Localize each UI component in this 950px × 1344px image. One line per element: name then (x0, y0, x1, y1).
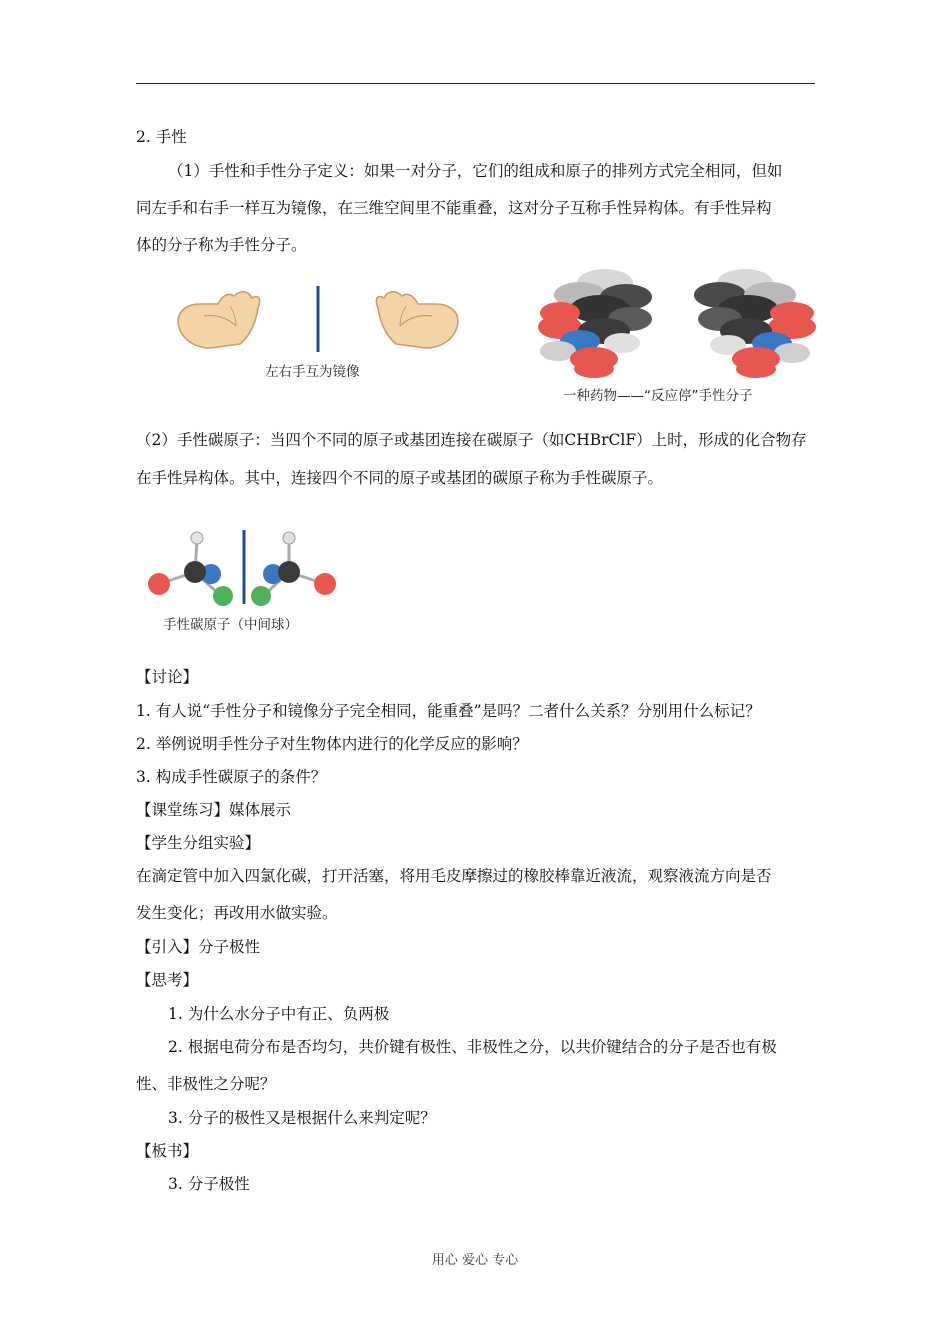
molecule-ball-stick-left (148, 532, 233, 606)
hands-caption: 左右手互为镜像 (265, 364, 360, 380)
discussion-title: 【讨论】 (136, 668, 199, 686)
definition-line-2: 同左手和右手一样互为镜像，在三维空间里不能重叠，这对分子互称手性异构体。有手性异构 (136, 199, 772, 217)
intro-line: 【引入】分子极性 (136, 938, 261, 956)
molecule-ball-stick-right (251, 532, 336, 606)
page-footer: 用心 爱心 专心 (431, 1253, 519, 1268)
practice-line: 【课堂练习】媒体展示 (136, 801, 292, 819)
experiment-line-2: 发生变化；再改用水做实验。 (136, 904, 338, 922)
carbon-caption: 手性碳原子（中间球） (163, 617, 298, 633)
board-title: 【板书】 (136, 1142, 199, 1160)
header-rule (136, 83, 815, 84)
discussion-item-2: 2. 举例说明手性分子对生物体内进行的化学反应的影响？ (136, 735, 528, 753)
thinking-item-1: 1. 为什么水分子中有正、负两极 (168, 1005, 390, 1023)
thinking-item-2-line-1: 2. 根据电荷分布是否均匀，共价键有极性、非极性之分，以共价键结合的分子是否也有极 (168, 1038, 777, 1056)
board-item: 3. 分子极性 (168, 1175, 250, 1193)
thalidomide-model-figure (530, 265, 825, 380)
thinking-title: 【思考】 (136, 971, 199, 989)
mirror-hands-figure (170, 282, 470, 357)
molecule-left (538, 269, 652, 378)
discussion-item-1: 1. 有人说“手性分子和镜像分子完全相同，能重叠”是吗？二者什么关系？分别用什么标记？ (136, 702, 761, 720)
experiment-line-1: 在滴定管中加入四氯化碳，打开活塞，将用毛皮摩擦过的橡胶棒靠近液流，观察液流方向是否 (136, 867, 772, 885)
molecule-right (694, 269, 816, 378)
thinking-item-2-line-2: 性、非极性之分呢？ (136, 1075, 276, 1093)
definition-line-1: （1）手性和手性分子定义：如果一对分子，它们的组成和原子的排列方式完全相同，但如 (168, 162, 783, 180)
chiral-carbon-line-1: （2）手性碳原子：当四个不同的原子或基团连接在碳原子（如CHBrClF）上时，形成的化合物存 (136, 431, 807, 449)
chiral-carbon-line-2: 在手性异构体。其中，连接四个不同的原子或基团的碳原子称为手性碳原子。 (136, 469, 664, 487)
chiral-carbon-figure (143, 528, 343, 608)
definition-line-3: 体的分子称为手性分子。 (136, 236, 307, 254)
discussion-item-3: 3. 构成手性碳原子的条件？ (136, 768, 327, 786)
right-hand-icon (376, 292, 458, 348)
experiment-title: 【学生分组实验】 (136, 834, 261, 852)
left-hand-icon (178, 292, 260, 348)
thinking-item-3: 3. 分子的极性又是根据什么来判定呢？ (168, 1109, 436, 1127)
section-heading: 2. 手性 (136, 128, 187, 146)
drug-caption: 一种药物——“反应停”手性分子 (563, 388, 753, 404)
